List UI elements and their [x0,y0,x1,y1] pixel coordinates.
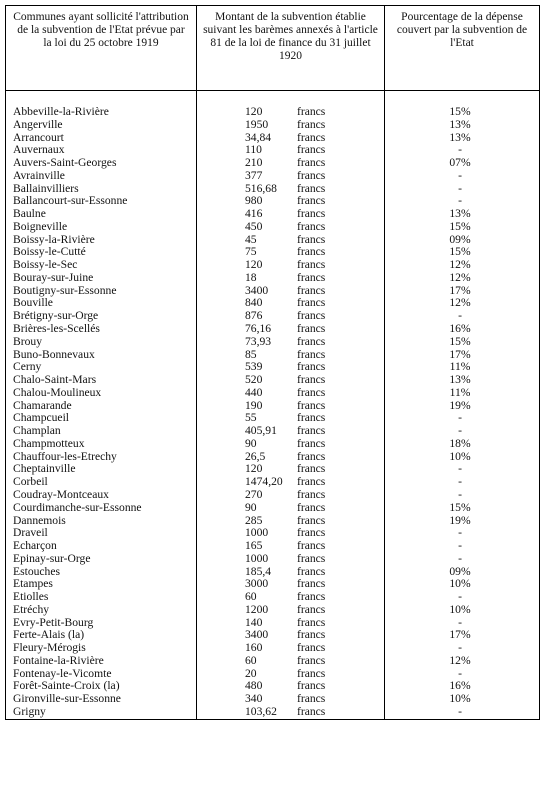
unit-label: francs [297,259,326,272]
unit-label: francs [297,310,326,323]
montant-cell [197,361,384,374]
commune-name: Etréchy [13,603,50,616]
montant-value: 120 [245,259,263,272]
montant-cell [197,221,384,234]
unit-label: francs [297,654,326,667]
table-body-row [6,91,540,720]
pourcentage-value: 09% [449,233,471,246]
commune-name: Abbeville-la-Rivière [13,106,109,118]
unit-label: francs [297,527,326,540]
pourcentage-value: - [458,527,462,540]
pourcentage-value: - [458,476,462,489]
montant-value: 1950 [245,118,269,131]
unit-label: francs [297,106,326,118]
montant-value: 34,84 [245,131,272,144]
pourcentage-value: 15% [449,501,471,514]
pourcentage-value: - [458,412,462,425]
commune-name: Ballancourt-sur-Essonne [13,195,128,208]
commune-name: Evry-Petit-Bourg [13,616,94,629]
pourcentage-value: - [458,169,462,182]
header-montant: Montant de la subvention établie suivant les barèmes annexés à l'article 81 de la loi de finance du 31 juillet 1920 [197,6,385,91]
montant-cell [197,476,384,489]
unit-label: francs [297,463,326,476]
montant-cell [197,285,384,298]
commune-name: Courdimanche-sur-Essonne [13,501,142,514]
montant-cell [197,425,384,438]
montant-cell [197,540,384,553]
montant-cell [197,349,384,362]
pourcentage-value: 17% [449,348,471,361]
pourcentage-value: 12% [449,259,471,272]
pourcentage-value: 10% [449,450,471,463]
montant-cell [197,259,384,272]
montant-value: 73,93 [245,335,272,348]
montant-cell [197,170,384,183]
unit-label: francs [297,386,326,399]
montant-cell [197,234,384,247]
montant-value: 3000 [245,578,269,591]
commune-name: Gironville-sur-Essonne [13,693,121,706]
unit-label: francs [297,540,326,553]
pourcentage-column [385,91,540,720]
montant-value: 3400 [245,629,269,642]
montant-value: 1000 [245,527,269,540]
unit-label: francs [297,131,326,144]
unit-label: francs [297,603,326,616]
pourcentage-value: 13% [449,374,471,387]
montant-cell [197,706,384,719]
montant-cell [197,451,384,464]
pourcentage-value: 07% [449,157,471,170]
montant-value: 75 [245,246,257,259]
montant-value: 480 [245,680,263,693]
commune-name: Chamarande [13,399,72,412]
montant-cell [197,412,384,425]
pourcentage-value: 15% [449,106,471,118]
montant-cell [197,144,384,157]
montant-cell [197,502,384,515]
commune-name: Avrainville [13,169,65,182]
montant-cell [197,157,384,170]
pourcentage-value: 13% [449,208,471,221]
commune-name: Ferte-Alais (la) [13,629,85,642]
montant-value: 26,5 [245,450,266,463]
montant-cell [197,578,384,591]
commune-name: Arrancourt [13,131,64,144]
pourcentage-value: 17% [449,629,471,642]
commune-name: Corbeil [13,476,48,489]
montant-value: 120 [245,463,263,476]
montant-value: 405,91 [245,425,277,438]
pourcentage-value: 15% [449,220,471,233]
montant-value: 1200 [245,603,269,616]
montant-value: 876 [245,310,263,323]
commune-name: Ballainvilliers [13,182,79,195]
unit-label: francs [297,693,326,706]
unit-label: francs [297,578,326,591]
commune-name: Cerny [13,361,42,374]
commune-name: Bouville [13,297,53,310]
unit-label: francs [297,629,326,642]
pourcentage-value: - [458,195,462,208]
montant-cell [197,463,384,476]
montant-cell [197,680,384,693]
montant-cell [197,310,384,323]
unit-label: francs [297,169,326,182]
montant-value: 539 [245,361,263,374]
pourcentage-value: 13% [449,118,471,131]
unit-label: francs [297,399,326,412]
commune-name: Auvers-Saint-Georges [13,157,117,170]
commune-name: Etampes [13,578,53,591]
commune-name: Champcueil [13,412,70,425]
unit-label: francs [297,284,326,297]
montant-value: 416 [245,208,263,221]
commune-name: Echarçon [13,540,57,553]
unit-label: francs [297,680,326,693]
pourcentage-value: 15% [449,246,471,259]
montant-value: 210 [245,157,263,170]
communes-column [6,91,197,720]
montant-value: 140 [245,616,263,629]
commune-name: Buno-Bonnevaux [13,348,95,361]
commune-name: Boutigny-sur-Essonne [13,284,117,297]
montant-cell [197,208,384,221]
montant-value: 45 [245,233,257,246]
unit-label: francs [297,642,326,655]
montant-cell [197,387,384,400]
pourcentage-value: - [458,488,462,501]
unit-label: francs [297,220,326,233]
commune-name: Brouy [13,335,42,348]
unit-label: francs [297,233,326,246]
montant-value: 85 [245,348,257,361]
montant-value: 165 [245,540,263,553]
pourcentage-value: 11% [449,361,471,374]
unit-label: francs [297,450,326,463]
commune-name: Boissy-le-Cutté [13,246,86,259]
commune-name: Boigneville [13,220,68,233]
unit-label: francs [297,501,326,514]
montant-value: 110 [245,144,262,157]
unit-label: francs [297,552,326,565]
unit-label: francs [297,565,326,578]
montant-cell [197,604,384,617]
montant-value: 160 [245,642,263,655]
montant-cell [197,515,384,528]
montant-cell [197,438,384,451]
unit-label: francs [297,591,326,604]
montant-cell [197,668,384,681]
commune-name: Boissy-le-Sec [13,259,78,272]
unit-label: francs [297,514,326,527]
montant-cell [197,183,384,196]
montant-value: 980 [245,195,263,208]
unit-label: francs [297,335,326,348]
montant-value: 3400 [245,284,269,297]
unit-label: francs [297,705,326,718]
table-header-row [6,6,540,91]
montant-cell [197,591,384,604]
unit-label: francs [297,667,326,680]
montant-cell [197,489,384,502]
unit-label: francs [297,361,326,374]
pourcentage-value: 10% [449,693,471,706]
montant-value: 285 [245,514,263,527]
commune-name: Boissy-la-Rivière [13,233,95,246]
commune-name: Brières-les-Scellés [13,323,100,336]
montant-value: 20 [245,667,257,680]
montant-value: 450 [245,220,263,233]
montant-value: 103,62 [245,705,277,718]
pourcentage-value: 19% [449,514,471,527]
commune-name: Angerville [13,118,63,131]
montant-cell [197,655,384,668]
header-pourcentage: Pourcentage de la dépense couvert par la subvention de l'Etat [385,6,540,91]
montant-cell [197,693,384,706]
pourcentage-value: 16% [449,680,471,693]
montant-cell [197,617,384,630]
montant-cell [197,400,384,413]
commune-name: Champmotteux [13,437,85,450]
montant-value: 76,16 [245,323,272,336]
pourcentage-value: 13% [449,131,471,144]
pourcentage-value: - [458,540,462,553]
pourcentage-value: - [458,616,462,629]
unit-label: francs [297,182,326,195]
montant-value: 90 [245,501,257,514]
unit-label: francs [297,616,326,629]
pourcentage-value: - [458,591,462,604]
unit-label: francs [297,488,326,501]
montant-value: 55 [245,412,257,425]
montant-cell [197,119,384,132]
pourcentage-value: 10% [449,603,471,616]
unit-label: francs [297,144,326,157]
montant-cell [197,629,384,642]
unit-label: francs [297,246,326,259]
montant-value: 377 [245,169,263,182]
commune-name: Dannemois [13,514,66,527]
montant-cell [197,374,384,387]
montant-cell [197,106,384,119]
montant-cell [197,527,384,540]
pourcentage-value: - [458,425,462,438]
commune-name: Forêt-Sainte-Croix (la) [13,680,120,693]
commune-name: Estouches [13,565,61,578]
montant-value: 18 [245,271,257,284]
montant-value: 1474,20 [245,476,283,489]
montant-cell [197,246,384,259]
pourcentage-value: - [458,310,462,323]
montant-value: 60 [245,591,257,604]
commune-name: Coudray-Montceaux [13,488,109,501]
pourcentage-value: - [458,667,462,680]
unit-label: francs [297,348,326,361]
commune-name: Draveil [13,527,48,540]
unit-label: francs [297,374,326,387]
pourcentage-value: 15% [449,335,471,348]
unit-label: francs [297,208,326,221]
pourcentage-value: 11% [449,386,471,399]
montant-value: 190 [245,399,263,412]
pourcentage-value: - [458,642,462,655]
montant-cell [197,336,384,349]
unit-label: francs [297,157,326,170]
commune-name: Brétigny-sur-Orge [13,310,99,323]
montant-cell [197,272,384,285]
montant-value: 60 [245,654,257,667]
montant-cell [197,323,384,336]
unit-label: francs [297,118,326,131]
pourcentage-value: 09% [449,565,471,578]
montant-column [197,91,385,720]
pourcentage-value: - [458,463,462,476]
unit-label: francs [297,297,326,310]
commune-name: Baulne [13,208,46,221]
pourcentage-value: 12% [449,271,471,284]
montant-value: 516,68 [245,182,277,195]
montant-cell [197,132,384,145]
pourcentage-value: 12% [449,654,471,667]
commune-name: Auvernaux [13,144,65,157]
commune-name: Chalou-Moulineux [13,386,102,399]
commune-name: Fontaine-la-Rivière [13,654,104,667]
commune-name: Chauffour-les-Etrechy [13,450,117,463]
commune-name: Cheptainville [13,463,76,476]
commune-name: Chalo-Saint-Mars [13,374,97,387]
montant-value: 120 [245,106,263,118]
pourcentage-value: 12% [449,297,471,310]
montant-cell [197,297,384,310]
pourcentage-value: - [458,552,462,565]
montant-value: 90 [245,437,257,450]
commune-name: Bouray-sur-Juine [13,271,94,284]
header-communes: Communes ayant sollicité l'attribution de la subvention de l'Etat prévue par la loi du 25 octobre 1919 [6,6,197,91]
pourcentage-value: 18% [449,437,471,450]
commune-name: Champlan [13,425,61,438]
montant-value: 840 [245,297,263,310]
montant-cell [197,553,384,566]
subvention-table [5,5,540,720]
montant-cell [197,642,384,655]
pourcentage-value: 19% [449,399,471,412]
unit-label: francs [297,323,326,336]
pourcentage-value: - [458,705,462,718]
pourcentage-value: - [458,182,462,195]
commune-name: Grigny [13,705,46,718]
pourcentage-value: - [458,144,462,157]
unit-label: francs [297,195,326,208]
montant-value: 440 [245,386,263,399]
commune-name: Etiolles [13,591,49,604]
montant-value: 1000 [245,552,269,565]
pourcentage-value: 16% [449,323,471,336]
pourcentage-value: 17% [449,284,471,297]
commune-name: Fontenay-le-Vicomte [13,667,112,680]
montant-cell [197,566,384,579]
commune-name: Fleury-Mérogis [13,642,86,655]
unit-label: francs [297,476,326,489]
montant-value: 340 [245,693,263,706]
unit-label: francs [297,425,326,438]
commune-name: Epinay-sur-Orge [13,552,91,565]
montant-value: 270 [245,488,263,501]
pourcentage-value: 10% [449,578,471,591]
montant-cell [197,195,384,208]
unit-label: francs [297,437,326,450]
montant-value: 185,4 [245,565,272,578]
unit-label: francs [297,412,326,425]
unit-label: francs [297,271,326,284]
montant-value: 520 [245,374,263,387]
